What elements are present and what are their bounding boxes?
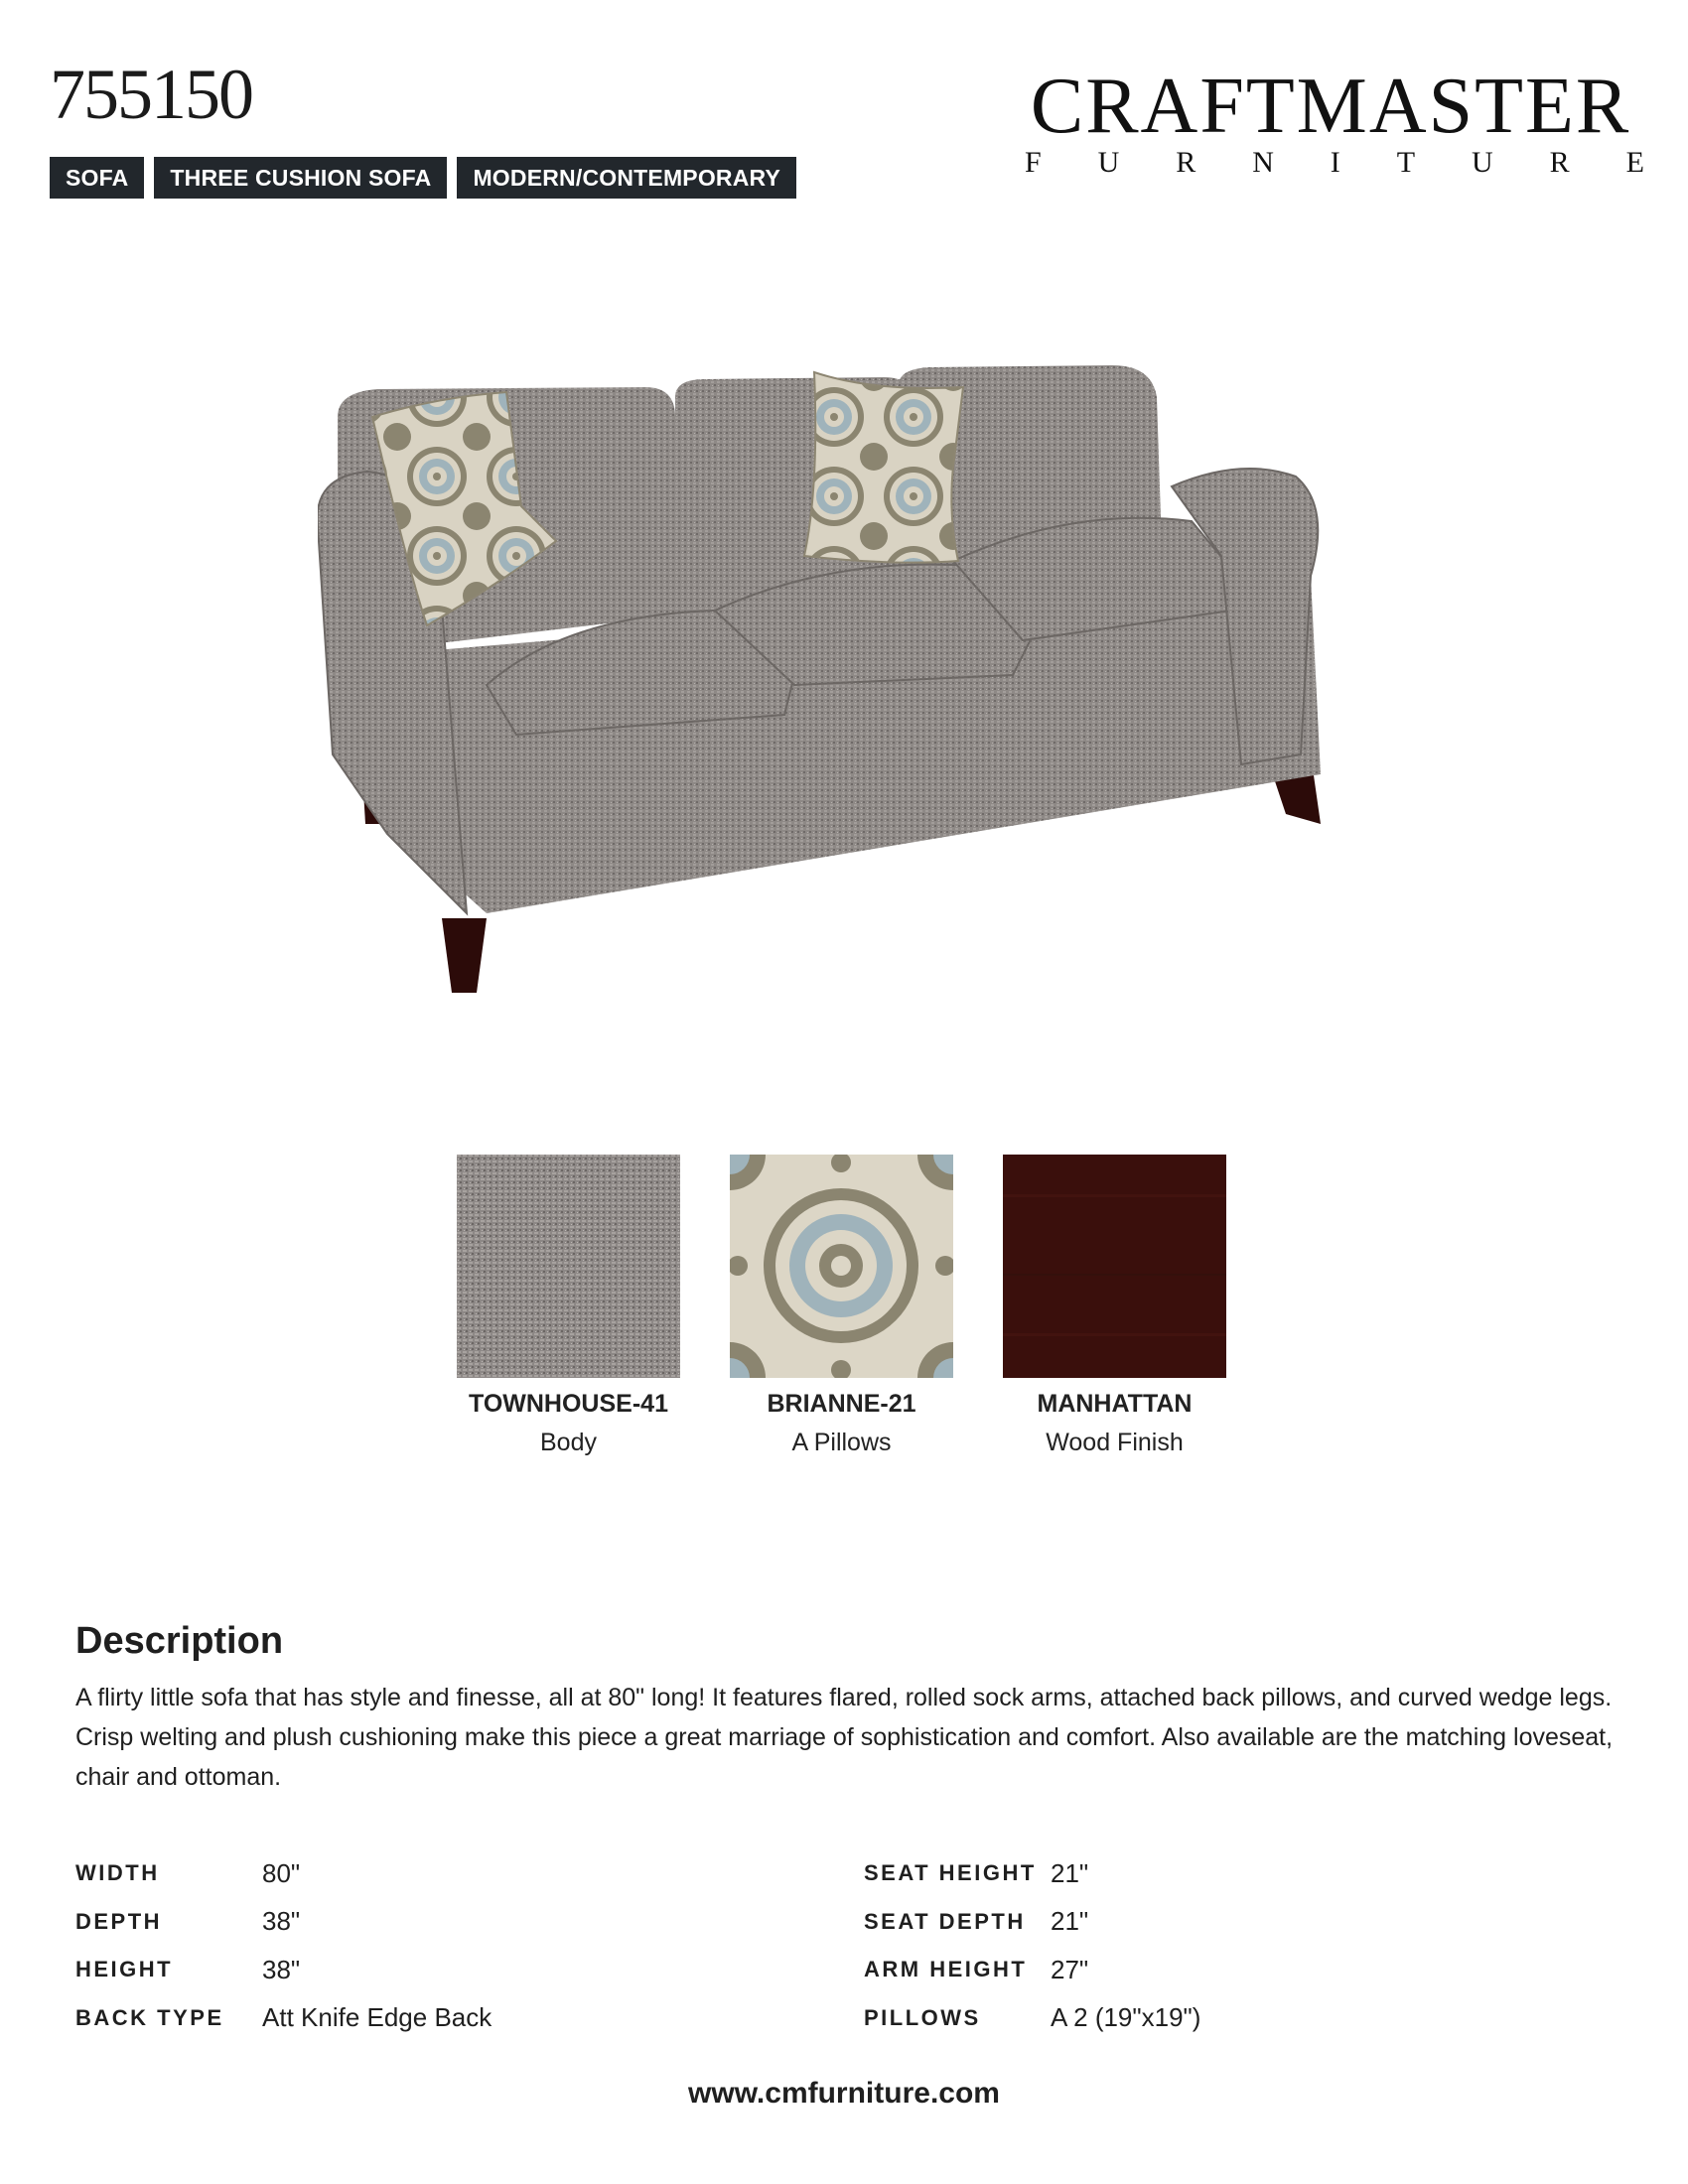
logo-letter: E [1625, 146, 1644, 179]
category-tags [50, 157, 796, 199]
spec-value: 27" [1051, 1954, 1089, 1984]
spec-label: BACK TYPE [75, 2004, 224, 2030]
swatch-body [457, 1155, 680, 1457]
logo-letter: U [1472, 146, 1493, 179]
spec-value: 21" [1051, 1857, 1089, 1888]
spec-row-width [75, 1849, 691, 1898]
swatch-code: MANHATTAN [1037, 1390, 1193, 1418]
throw-pillow-right [804, 372, 963, 563]
spec-value: 80" [262, 1857, 301, 1888]
logo-letter: T [1396, 146, 1416, 179]
spec-label: HEIGHT [75, 1957, 174, 1982]
spec-label: SEAT HEIGHT [864, 1860, 1037, 1886]
fabric-swatches [457, 1155, 1226, 1457]
swatch-code: TOWNHOUSE-41 [469, 1390, 668, 1418]
description-text: A flirty little sofa that has style and finesse, all at 80" long! It features flared, rolled sock arms, attached back pillows, and curved wedge legs. Crisp welting and plush cushioning make this piece a great marriage of sophistication and comfort. Also available are the matching loveseat, chair and ottoman. [75, 1684, 1614, 1791]
tag-three-cushion-sofa: THREE CUSHION SOFA [154, 157, 447, 199]
swatch-wood-finish [1003, 1155, 1226, 1457]
spec-value: A 2 (19"x19") [1051, 2002, 1201, 2033]
swatch-usage: A Pillows [791, 1429, 892, 1456]
logo-letter: N [1252, 146, 1274, 179]
logo-letter: U [1097, 146, 1120, 179]
spec-row-depth [75, 1898, 691, 1947]
spec-label: DEPTH [75, 1908, 163, 1934]
sofa-leg [442, 918, 487, 993]
product-sku: 755150 [50, 55, 252, 134]
spec-row-arm-height [864, 1946, 1479, 1994]
spec-value: Att Knife Edge Back [262, 2002, 492, 2033]
swatch-brianne-image [730, 1155, 953, 1378]
spec-row-seat-height [864, 1849, 1479, 1898]
sofa-product-image [318, 357, 1380, 1013]
specs-right-column [864, 1849, 1479, 2042]
spec-row-seat-depth [864, 1898, 1479, 1947]
spec-row-back-type [75, 1994, 691, 2043]
spec-row-height [75, 1946, 691, 1994]
spec-label: PILLOWS [864, 2004, 981, 2030]
swatch-manhattan-image [1003, 1155, 1226, 1378]
logo-letter: R [1549, 146, 1570, 179]
spec-value: 21" [1051, 1906, 1089, 1937]
logo-letter: R [1176, 146, 1196, 179]
spec-value: 38" [262, 1954, 301, 1984]
logo-letter: I [1330, 146, 1340, 179]
logo-wordmark: CRAFTMASTER [1030, 63, 1631, 150]
spec-label: WIDTH [75, 1860, 160, 1886]
swatch-usage: Wood Finish [1046, 1429, 1184, 1456]
swatch-usage: Body [540, 1429, 597, 1456]
swatch-code: BRIANNE-21 [767, 1390, 916, 1418]
spec-label: SEAT DEPTH [864, 1908, 1026, 1934]
spec-label: ARM HEIGHT [864, 1957, 1028, 1982]
logo-subtitle [1013, 147, 1648, 179]
description-heading: Description [75, 1620, 284, 1662]
swatch-townhouse-image [457, 1155, 680, 1378]
tag-sofa: SOFA [50, 157, 144, 199]
spec-value: 38" [262, 1906, 301, 1937]
spec-row-pillows [864, 1994, 1479, 2043]
specs-left-column [75, 1849, 691, 2042]
logo-letter: F [1025, 146, 1042, 179]
tag-modern-contemporary: MODERN/CONTEMPORARY [457, 157, 796, 199]
swatch-pillows [730, 1155, 953, 1457]
website-link[interactable]: www.cmfurniture.com [688, 2077, 1000, 2110]
brand-logo [1013, 63, 1648, 179]
